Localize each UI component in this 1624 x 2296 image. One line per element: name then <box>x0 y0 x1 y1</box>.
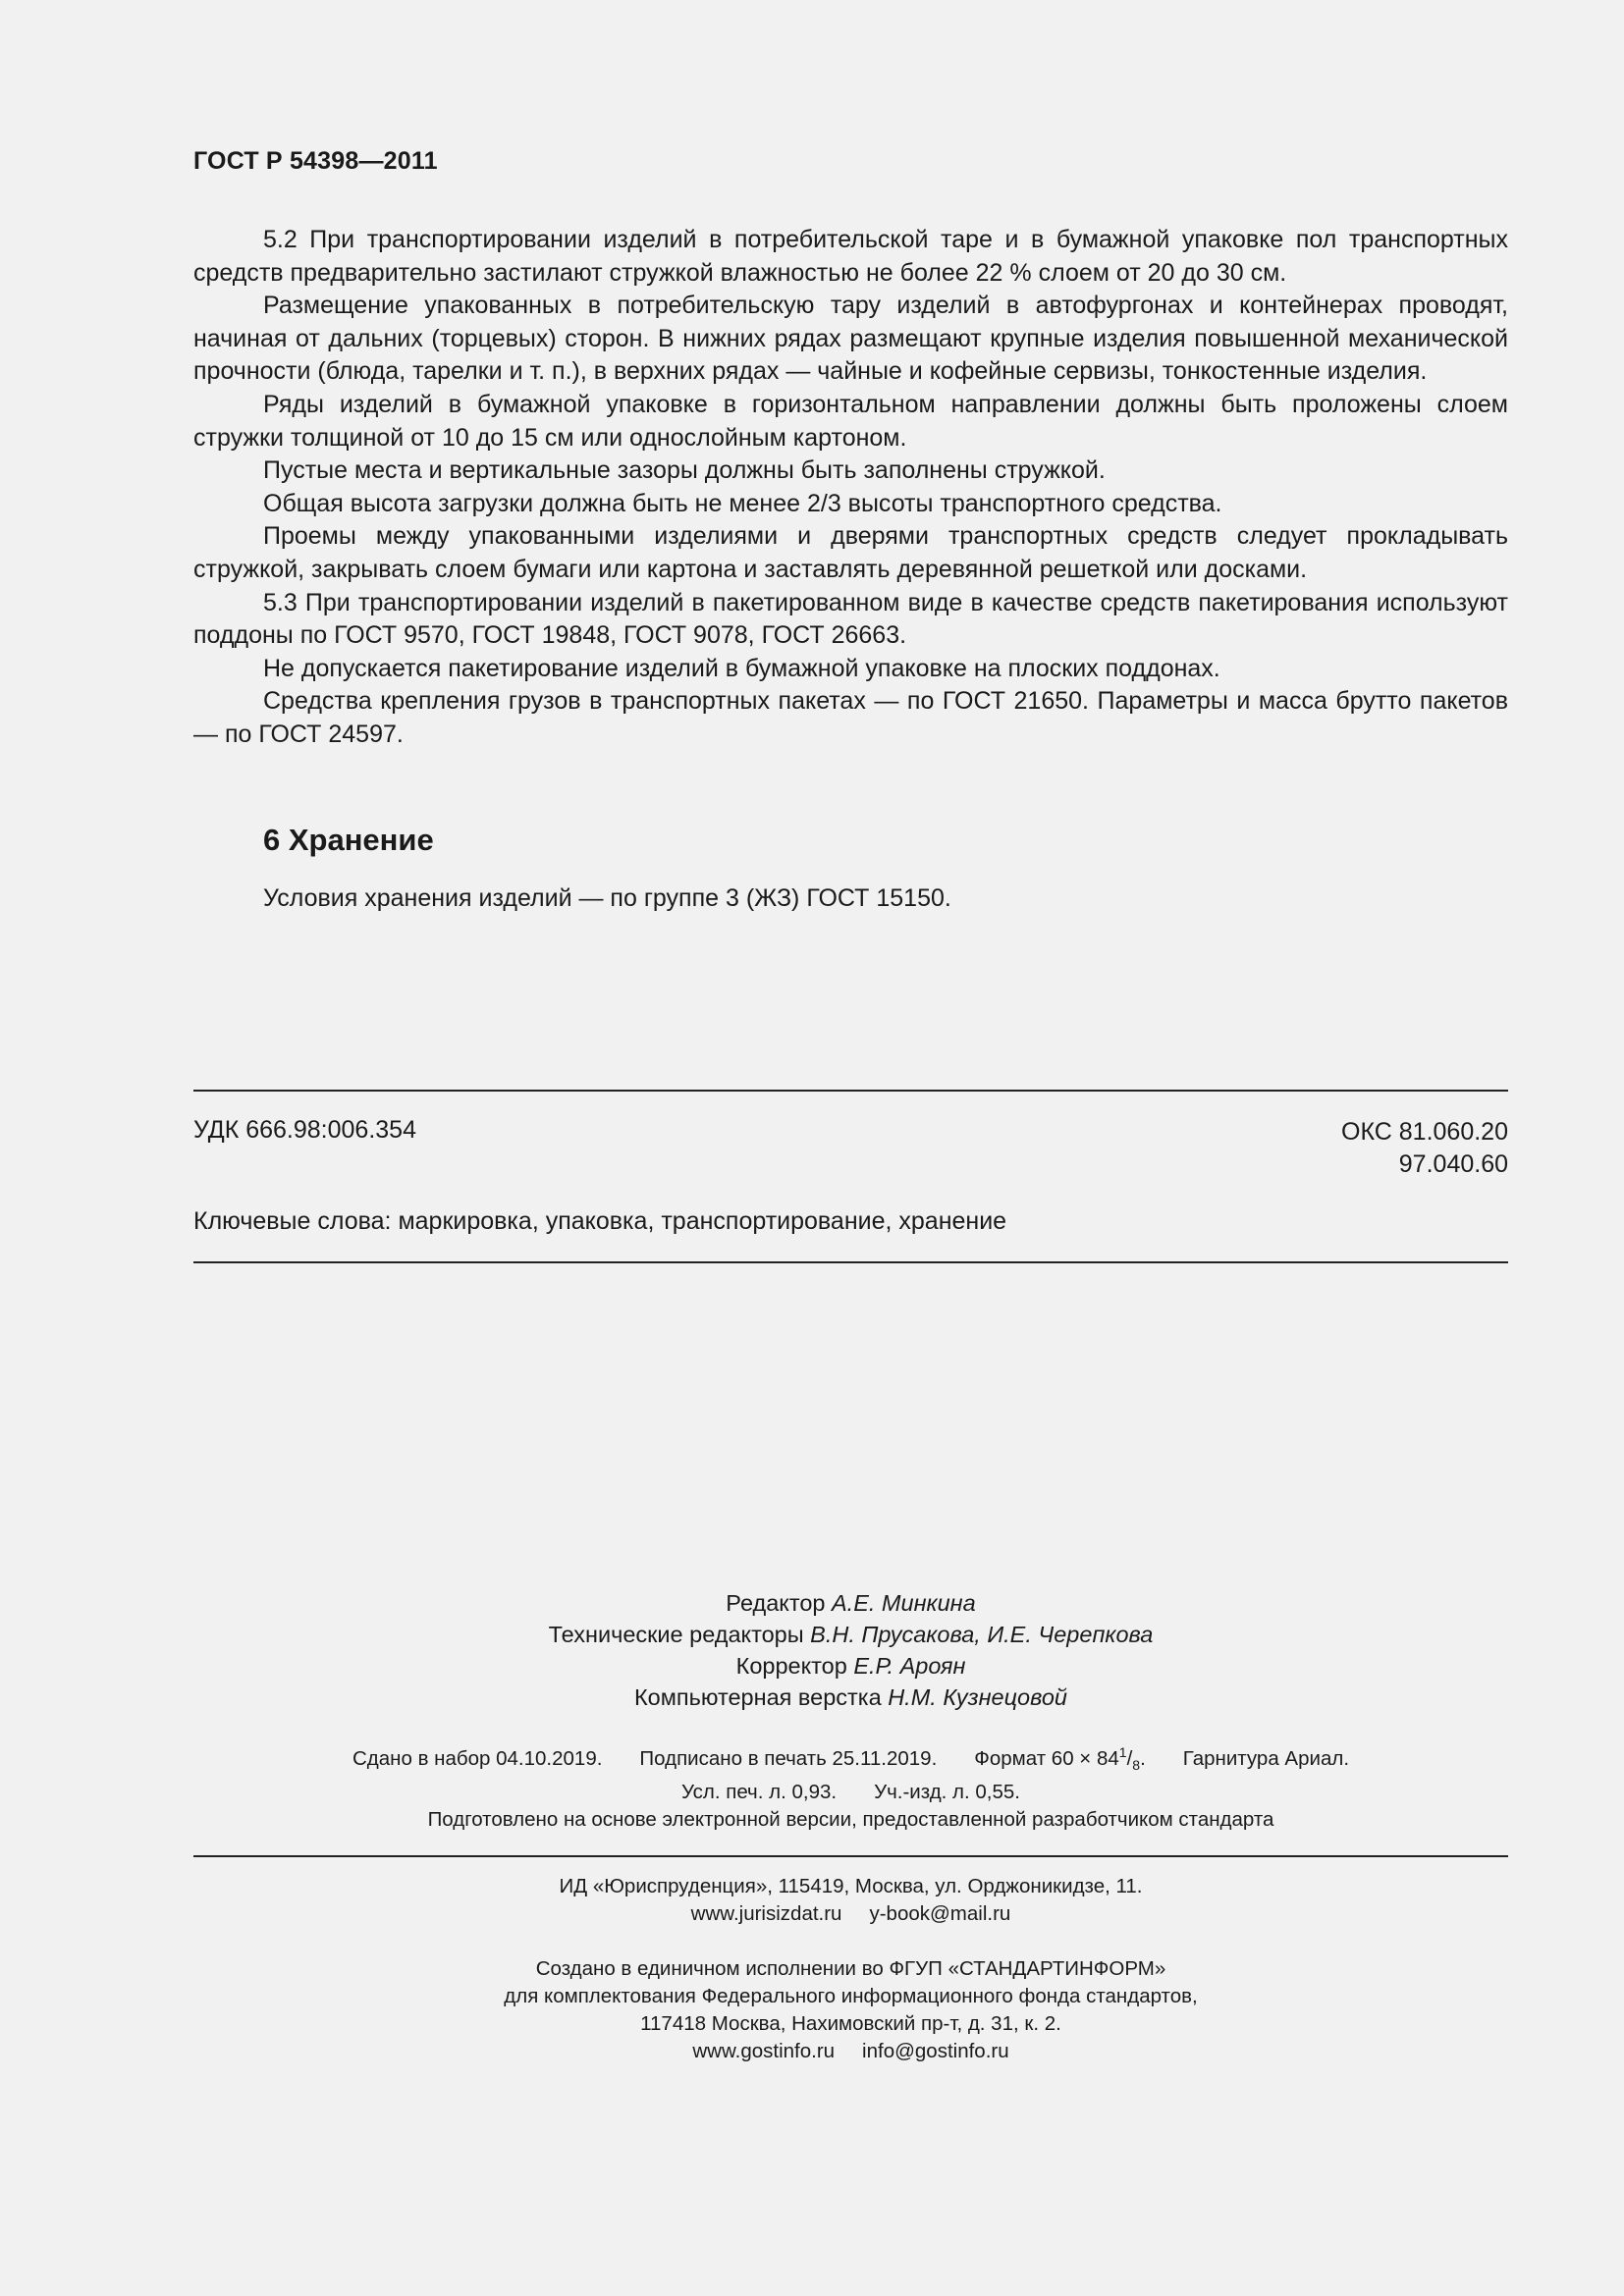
publisher-contacts <box>193 1900 1508 1928</box>
credit-label: Корректор <box>735 1653 847 1679</box>
paper-format: Формат $60 \times 84^1/_8$. <box>974 1744 1146 1773</box>
publisher-address: ИД «Юриспруденция», 115419, Москва, ул. Орджоникидзе, 11. <box>559 1875 1143 1897</box>
oks-code-1: ОКС 81.060.20 <box>1341 1118 1508 1146</box>
paragraph: Ряды изделий в бумажной упаковке в горизонтальном направлении должны быть проложены слоем стружки толщиной от 10 до 15 см или однослойным картоном. <box>193 390 1508 452</box>
created-line: для комплектования Федерального информационного фонда стандартов, <box>504 1985 1198 2007</box>
creator-imprint <box>193 1955 1508 2065</box>
oks-code-2: 97.040.60 <box>1398 1150 1508 1178</box>
paragraph: 5.3 При транспортировании изделий в пакетированном виде в качестве средств пакетирования используют поддоны по ГОСТ 9570, ГОСТ 19848, ГОСТ 9078, ГОСТ 26663. <box>193 588 1508 650</box>
publisher-imprint <box>193 1873 1508 1928</box>
keywords: Ключевые слова: маркировка, упаковка, транспортирование, хранение <box>193 1207 1007 1235</box>
credits-block <box>193 1587 1508 1713</box>
publisher-site-link[interactable]: www.jurisizdat.ru <box>690 1902 842 1925</box>
oks-codes <box>1341 1116 1508 1181</box>
publication-line-1 <box>193 1738 1508 1779</box>
typeface: Гарнитура Ариал. <box>1182 1746 1350 1770</box>
created-line: Создано в единичном исполнении во ФГУП «СТАНДАРТИНФОРМ» <box>535 1957 1166 1980</box>
credit-label: Технические редакторы <box>548 1622 804 1647</box>
credit-name: В.Н. Прусакова, И.Е. Черепкова <box>810 1622 1154 1647</box>
pub-sheets: Уч.-изд. л. 0,55. <box>874 1780 1021 1803</box>
paragraph: Общая высота загрузки должна быть не менее 2/3 высоты транспортного средства. <box>263 489 1222 517</box>
standard-header: ГОСТ Р 54398—2011 <box>193 147 438 175</box>
credit-label: Компьютерная верстка <box>633 1684 882 1710</box>
credit-name: Н.М. Кузнецовой <box>888 1684 1067 1710</box>
credit-layout <box>193 1682 1508 1713</box>
section-6-title: 6 Хранение <box>263 823 434 857</box>
udk-code: УДК 666.98:006.354 <box>193 1116 416 1144</box>
credit-label: Редактор <box>726 1590 826 1616</box>
gostinfo-email-link[interactable]: info@gostinfo.ru <box>862 2040 1009 2062</box>
print-sheets: Усл. печ. л. 0,93. <box>680 1780 838 1803</box>
gostinfo-site-link[interactable]: www.gostinfo.ru <box>692 2040 836 2062</box>
section-6-text: Условия хранения изделий — по группе 3 (ЖЗ) ГОСТ 15150. <box>263 884 951 912</box>
submitted-date: Сдано в набор 04.10.2019. <box>352 1746 603 1770</box>
paragraph: Проемы между упакованными изделиями и дверями транспортных средств следует прокладывать стружкой, закрывать слоем бумаги или картона и заставлять деревянной решеткой или досками. <box>193 522 1508 583</box>
divider-bottom <box>193 1855 1508 1857</box>
prepared-note: Подготовлено на основе электронной версии, предоставленной разработчиком стандарта <box>427 1808 1274 1831</box>
paragraph: Размещение упакованных в потребительскую тару изделий в автофургонах и контейнерах проводят, начиная от дальних (торцевых) сторон. В нижних рядах размещают крупные изделия повышенной механической прочности (блюда, тарелки и т. п.), в верхних рядах — чайные и кофейные сервизы, тонкостенные изделия. <box>193 292 1508 386</box>
paragraph: Не допускается пакетирование изделий в бумажной упаковке на плоских поддонах. <box>263 654 1220 682</box>
credit-corrector <box>193 1650 1508 1682</box>
divider-middle <box>193 1261 1508 1263</box>
paragraph: 5.2 При транспортировании изделий в потребительской таре и в бумажной упаковке пол транспортных средств предварительно застилают стружкой влажностью не более 22 % слоем от 20 до 30 см. <box>193 226 1508 287</box>
signed-date: Подписано в печать 25.11.2019. <box>639 1746 938 1770</box>
publication-info <box>193 1738 1508 1806</box>
credit-editor <box>193 1587 1508 1619</box>
credit-name: Е.Р. Ароян <box>853 1653 966 1679</box>
publication-line-2 <box>193 1779 1508 1806</box>
credit-name: А.Е. Минкина <box>832 1590 976 1616</box>
creator-contacts <box>193 2038 1508 2065</box>
publisher-email-link[interactable]: y-book@mail.ru <box>869 1902 1011 1925</box>
section-5-body <box>193 224 1508 752</box>
credit-tech-editors <box>193 1619 1508 1650</box>
paragraph: Пустые места и вертикальные зазоры должны быть заполнены стружкой. <box>263 456 1106 485</box>
created-line: 117418 Москва, Нахимовский пр-т, д. 31, к. 2. <box>640 2012 1061 2035</box>
divider-top <box>193 1090 1508 1092</box>
paragraph: Средства крепления грузов в транспортных пакетах — по ГОСТ 21650. Параметры и масса брутто пакетов — по ГОСТ 24597. <box>193 687 1508 748</box>
